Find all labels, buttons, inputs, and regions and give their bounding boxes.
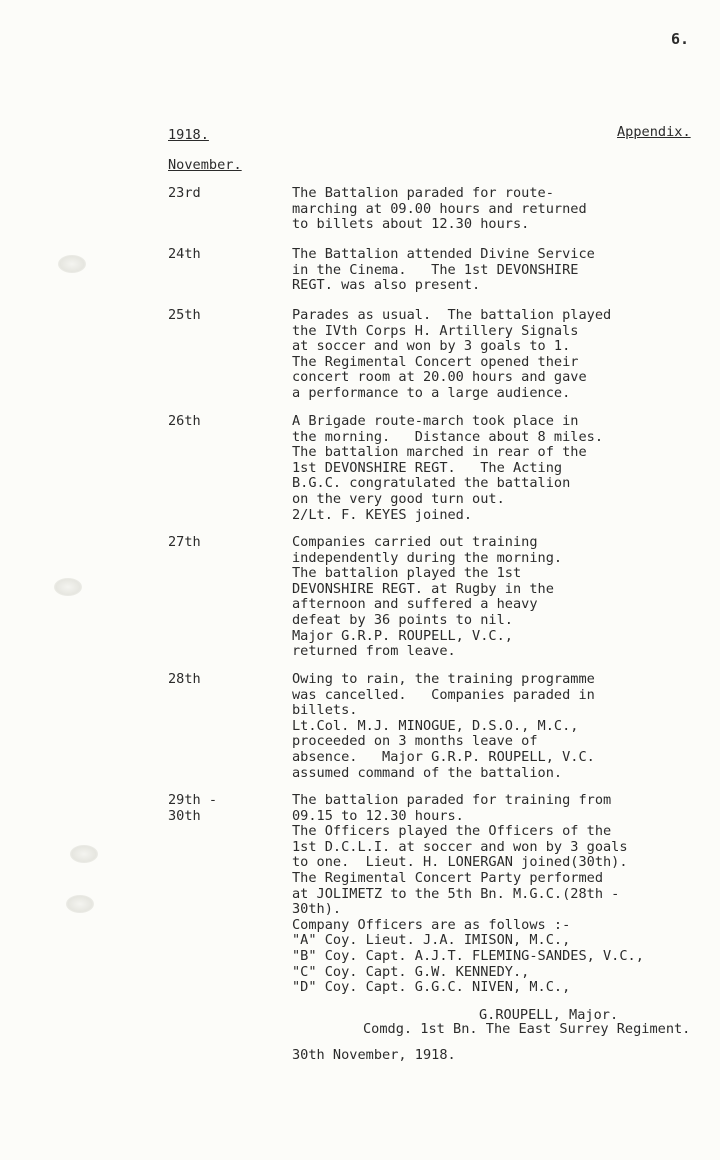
entry-line: marching at 09.00 hours and returned bbox=[292, 200, 587, 217]
entry-line: Parades as usual. The battalion played bbox=[292, 307, 612, 323]
entry-line: Lt.Col. M.J. MINOGUE, D.S.O., M.C., bbox=[292, 717, 579, 734]
entry-line: the morning. Distance about 8 miles. bbox=[292, 428, 603, 445]
entry-line: billets. bbox=[292, 702, 358, 719]
entry-line: REGT. was also present. bbox=[292, 277, 481, 294]
entry-line: the IVth Corps H. Artillery Signals bbox=[292, 322, 579, 339]
entry-line: to one. Lieut. H. LONERGAN joined(30th). bbox=[292, 854, 628, 871]
entry-line: The battalion played the 1st bbox=[292, 565, 522, 582]
entry-line: The battalion marched in rear of the bbox=[292, 444, 587, 461]
signature-date: 30th November, 1918. bbox=[292, 1047, 456, 1063]
entry-date: 26th bbox=[168, 413, 201, 429]
appendix-label: Appendix. bbox=[617, 124, 691, 140]
entry-line: Major G.R.P. ROUPELL, V.C., bbox=[292, 627, 513, 644]
entry-date: 23rd bbox=[168, 185, 201, 201]
entry-text bbox=[292, 793, 644, 996]
entry-line: assumed command of the battalion. bbox=[292, 764, 563, 781]
entry-line: B.G.C. congratulated the battalion bbox=[292, 475, 571, 492]
signature-unit: Comdg. 1st Bn. The East Surrey Regiment. bbox=[363, 1021, 691, 1037]
entry-text bbox=[292, 186, 587, 233]
entry-line: 1st D.C.L.I. at soccer and won by 3 goals bbox=[292, 838, 628, 855]
month-heading: November. bbox=[168, 157, 242, 173]
entry-line: The Battalion paraded for route- bbox=[292, 185, 554, 201]
entry-line: proceeded on 3 months leave of bbox=[292, 733, 538, 750]
entry-line: 2/Lt. F. KEYES joined. bbox=[292, 506, 473, 523]
entry-date: 29th - 30th bbox=[168, 792, 218, 824]
page-number: 6. bbox=[671, 30, 690, 48]
entry-line: "A" Coy. Lieut. J.A. IMISON, M.C., bbox=[292, 932, 571, 949]
punch-hole-mark bbox=[66, 895, 94, 913]
entry-text bbox=[292, 414, 603, 523]
entry-line: "D" Coy. Capt. G.G.C. NIVEN, M.C., bbox=[292, 979, 571, 996]
entry-line: The battalion paraded for training from bbox=[292, 792, 612, 808]
entry-line: The Officers played the Officers of the bbox=[292, 823, 612, 840]
punch-hole-mark bbox=[54, 578, 82, 596]
entry-line: Company Officers are as follows :- bbox=[292, 916, 571, 933]
entry-text bbox=[292, 535, 562, 660]
entry-line: DEVONSHIRE REGT. at Rugby in the bbox=[292, 580, 554, 597]
entry-text bbox=[292, 308, 611, 402]
entry-line: at soccer and won by 3 goals to 1. bbox=[292, 338, 571, 355]
signature: G.ROUPELL, Major. bbox=[479, 1007, 619, 1023]
entry-line: absence. Major G.R.P. ROUPELL, V.C. bbox=[292, 748, 595, 765]
entry-date: 27th bbox=[168, 534, 201, 550]
entry-line: in the Cinema. The 1st DEVONSHIRE bbox=[292, 261, 579, 278]
entry-line: concert room at 20.00 hours and gave bbox=[292, 369, 587, 386]
entry-date: 24th bbox=[168, 246, 201, 262]
entry-line: was cancelled. Companies paraded in bbox=[292, 686, 595, 703]
entry-line: The Regimental Concert Party performed bbox=[292, 869, 603, 886]
entry-line: to billets about 12.30 hours. bbox=[292, 216, 530, 233]
entry-line: "B" Coy. Capt. A.J.T. FLEMING-SANDES, V.C., bbox=[292, 947, 644, 964]
entry-line: 1st DEVONSHIRE REGT. The Acting bbox=[292, 459, 563, 476]
entry-line: returned from leave. bbox=[292, 643, 456, 660]
entry-line: The Regimental Concert opened their bbox=[292, 353, 579, 370]
entry-line: A Brigade route-march took place in bbox=[292, 413, 579, 429]
year-heading: 1918. bbox=[168, 127, 209, 143]
entry-line: afternoon and suffered a heavy bbox=[292, 596, 538, 613]
entry-line: 30th). bbox=[292, 901, 342, 918]
entry-date: 25th bbox=[168, 307, 201, 323]
entry-line: Companies carried out training bbox=[292, 534, 538, 550]
entry-text bbox=[292, 672, 595, 781]
punch-hole-mark bbox=[58, 255, 86, 273]
entry-line: at JOLIMETZ to the 5th Bn. M.G.C.(28th - bbox=[292, 885, 620, 902]
entry-line: independently during the morning. bbox=[292, 549, 563, 566]
entry-line: Owing to rain, the training programme bbox=[292, 671, 595, 687]
entry-line: 09.15 to 12.30 hours. bbox=[292, 807, 464, 824]
entry-line: The Battalion attended Divine Service bbox=[292, 246, 595, 262]
entry-line: on the very good turn out. bbox=[292, 490, 505, 507]
punch-hole-mark bbox=[70, 845, 98, 863]
entry-line: defeat by 36 points to nil. bbox=[292, 611, 513, 628]
entry-line: "C" Coy. Capt. G.W. KENNEDY., bbox=[292, 963, 530, 980]
entry-date: 28th bbox=[168, 671, 201, 687]
entry-line: a performance to a large audience. bbox=[292, 384, 571, 401]
entry-text bbox=[292, 247, 595, 294]
